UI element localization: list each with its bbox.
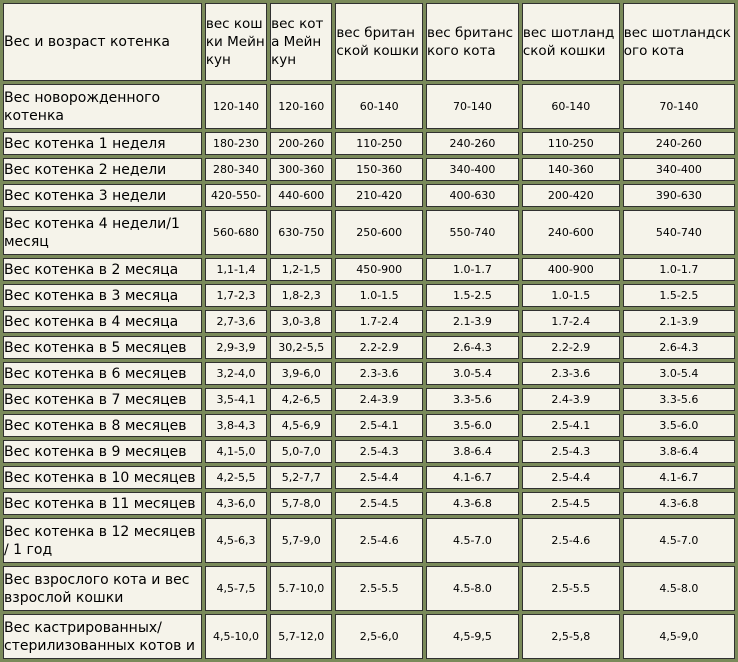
weight-cell: 4.5-7.0 (623, 518, 735, 563)
weight-cell: 2,7-3,6 (205, 310, 267, 333)
weight-cell: 630-750 (270, 210, 332, 255)
weight-cell: 3,2-4,0 (205, 362, 267, 385)
weight-cell: 2.3-3.6 (335, 362, 423, 385)
weight-cell: 2.6-4.3 (623, 336, 735, 359)
weight-cell: 4.5-7.0 (426, 518, 519, 563)
weight-cell: 4,5-6,9 (270, 414, 332, 437)
weight-cell: 3.5-6.0 (426, 414, 519, 437)
row-label: Вес котенка в 6 месяцев (3, 362, 202, 385)
row-label: Вес кастрированных/ стерилизованных котов и (3, 614, 202, 659)
weight-cell: 2,5-5,8 (522, 614, 620, 659)
table-row (3, 284, 735, 307)
weight-cell: 5,0-7,0 (270, 440, 332, 463)
weight-cell: 2.5-4.3 (335, 440, 423, 463)
weight-cell: 1,7-2,3 (205, 284, 267, 307)
weight-cell: 5,7-9,0 (270, 518, 332, 563)
weight-cell: 2,5-6,0 (335, 614, 423, 659)
weight-cell: 2.5-5.5 (522, 566, 620, 611)
weight-cell: 1.7-2.4 (335, 310, 423, 333)
column-header: вес шотландского кота (623, 3, 735, 81)
weight-cell: 5,2-7,7 (270, 466, 332, 489)
weight-cell: 1.5-2.5 (623, 284, 735, 307)
weight-cell: 4.5-8.0 (426, 566, 519, 611)
weight-cell: 4.5-8.0 (623, 566, 735, 611)
weight-cell: 3,5-4,1 (205, 388, 267, 411)
weight-cell: 2.5-4.4 (522, 466, 620, 489)
weight-cell: 30,2-5,5 (270, 336, 332, 359)
weight-cell: 1,1-1,4 (205, 258, 267, 281)
row-label: Вес котенка в 12 месяцев / 1 год (3, 518, 202, 563)
weight-cell: 2.1-3.9 (426, 310, 519, 333)
weight-cell: 2.2-2.9 (522, 336, 620, 359)
table-row (3, 184, 735, 207)
row-label: Вес котенка 4 недели/1 месяц (3, 210, 202, 255)
weight-cell: 1.0-1.5 (335, 284, 423, 307)
weight-cell: 4,5-10,0 (205, 614, 267, 659)
weight-cell: 200-260 (270, 132, 332, 155)
column-header: вес британского кота (426, 3, 519, 81)
row-label: Вес котенка в 10 месяцев (3, 466, 202, 489)
weight-cell: 2.6-4.3 (426, 336, 519, 359)
weight-cell: 2.5-4.3 (522, 440, 620, 463)
weight-cell: 2.5-4.5 (522, 492, 620, 515)
weight-cell: 1.0-1.7 (623, 258, 735, 281)
weight-cell: 4,2-5,5 (205, 466, 267, 489)
weight-cell: 60-140 (522, 84, 620, 129)
table-row (3, 158, 735, 181)
weight-cell: 4,5-9,0 (623, 614, 735, 659)
row-label: Вес котенка в 9 месяцев (3, 440, 202, 463)
table-row (3, 132, 735, 155)
weight-cell: 240-260 (623, 132, 735, 155)
weight-cell: 5.7-10,0 (270, 566, 332, 611)
column-header: вес шотландской кошки (522, 3, 620, 81)
row-label: Вес котенка в 11 месяцев (3, 492, 202, 515)
weight-cell: 2.4-3.9 (335, 388, 423, 411)
row-label: Вес котенка в 2 месяца (3, 258, 202, 281)
weight-cell: 3.8-6.4 (426, 440, 519, 463)
row-label: Вес котенка в 8 месяцев (3, 414, 202, 437)
table-row (3, 440, 735, 463)
weight-cell: 560-680 (205, 210, 267, 255)
table-row (3, 414, 735, 437)
weight-cell: 3.3-5.6 (623, 388, 735, 411)
weight-cell: 420-550- (205, 184, 267, 207)
weight-cell: 400-900 (522, 258, 620, 281)
weight-cell: 240-260 (426, 132, 519, 155)
weight-cell: 2.5-4.5 (335, 492, 423, 515)
weight-cell: 3,9-6,0 (270, 362, 332, 385)
weight-cell: 4,5-6,3 (205, 518, 267, 563)
row-label: Вес котенка в 7 месяцев (3, 388, 202, 411)
weight-cell: 340-400 (426, 158, 519, 181)
weight-cell: 4,5-7,5 (205, 566, 267, 611)
table-row (3, 362, 735, 385)
table-row (3, 310, 735, 333)
weight-cell: 2.1-3.9 (623, 310, 735, 333)
weight-cell: 120-140 (205, 84, 267, 129)
row-label: Вес новорожденного котенка (3, 84, 202, 129)
weight-cell: 2.5-5.5 (335, 566, 423, 611)
table-row (3, 492, 735, 515)
weight-cell: 3.8-6.4 (623, 440, 735, 463)
weight-cell: 2.5-4.6 (522, 518, 620, 563)
weight-cell: 5,7-12,0 (270, 614, 332, 659)
weight-cell: 3,8-4,3 (205, 414, 267, 437)
table-row (3, 614, 735, 659)
table-row (3, 566, 735, 611)
weight-cell: 3.0-5.4 (623, 362, 735, 385)
weight-cell: 440-600 (270, 184, 332, 207)
column-header: вес кошки Мейн кун (205, 3, 267, 81)
table-row (3, 336, 735, 359)
weight-cell: 4,1-5,0 (205, 440, 267, 463)
row-label: Вес котенка 3 недели (3, 184, 202, 207)
table-row (3, 466, 735, 489)
weight-cell: 140-360 (522, 158, 620, 181)
weight-cell: 2.5-4.6 (335, 518, 423, 563)
weight-cell: 3.0-5.4 (426, 362, 519, 385)
row-label: Вес котенка 1 неделя (3, 132, 202, 155)
weight-cell: 150-360 (335, 158, 423, 181)
weight-cell: 4,3-6,0 (205, 492, 267, 515)
table-row (3, 84, 735, 129)
weight-cell: 4.1-6.7 (623, 466, 735, 489)
table-row (3, 518, 735, 563)
row-label: Вес котенка в 3 месяца (3, 284, 202, 307)
row-label: Вес взрослого кота и вес взрослой кошки (3, 566, 202, 611)
weight-cell: 110-250 (522, 132, 620, 155)
weight-cell: 1.0-1.7 (426, 258, 519, 281)
weight-cell: 120-160 (270, 84, 332, 129)
weight-cell: 450-900 (335, 258, 423, 281)
weight-cell: 550-740 (426, 210, 519, 255)
weight-cell: 70-140 (426, 84, 519, 129)
weight-cell: 4.1-6.7 (426, 466, 519, 489)
weight-cell: 70-140 (623, 84, 735, 129)
row-label: Вес котенка в 4 месяца (3, 310, 202, 333)
corner-header: Вес и возраст котенка (3, 3, 202, 81)
weight-cell: 2.4-3.9 (522, 388, 620, 411)
weight-cell: 240-600 (522, 210, 620, 255)
table-row (3, 388, 735, 411)
column-header: вес кота Мейн кун (270, 3, 332, 81)
weight-cell: 4.3-6.8 (426, 492, 519, 515)
table-row (3, 258, 735, 281)
weight-cell: 2.2-2.9 (335, 336, 423, 359)
weight-cell: 4,2-6,5 (270, 388, 332, 411)
weight-cell: 1,8-2,3 (270, 284, 332, 307)
weight-cell: 200-420 (522, 184, 620, 207)
row-label: Вес котенка в 5 месяцев (3, 336, 202, 359)
weight-cell: 210-420 (335, 184, 423, 207)
weight-cell: 300-360 (270, 158, 332, 181)
weight-cell: 250-600 (335, 210, 423, 255)
weight-cell: 1,2-1,5 (270, 258, 332, 281)
row-label: Вес котенка 2 недели (3, 158, 202, 181)
weight-cell: 2,9-3,9 (205, 336, 267, 359)
weight-cell: 1.0-1.5 (522, 284, 620, 307)
weight-cell: 2.3-3.6 (522, 362, 620, 385)
weight-cell: 4,5-9,5 (426, 614, 519, 659)
weight-cell: 3.3-5.6 (426, 388, 519, 411)
header-row (3, 3, 735, 81)
weight-cell: 4.3-6.8 (623, 492, 735, 515)
weight-cell: 400-630 (426, 184, 519, 207)
column-header: вес британской кошки (335, 3, 423, 81)
weight-cell: 2.5-4.1 (335, 414, 423, 437)
table-row (3, 210, 735, 255)
weight-cell: 5,7-8,0 (270, 492, 332, 515)
weight-cell: 180-230 (205, 132, 267, 155)
weight-cell: 110-250 (335, 132, 423, 155)
weight-cell: 60-140 (335, 84, 423, 129)
weight-cell: 1.5-2.5 (426, 284, 519, 307)
weight-cell: 340-400 (623, 158, 735, 181)
weight-cell: 540-740 (623, 210, 735, 255)
weight-cell: 3.5-6.0 (623, 414, 735, 437)
weight-cell: 1.7-2.4 (522, 310, 620, 333)
weight-cell: 390-630 (623, 184, 735, 207)
weight-cell: 2.5-4.1 (522, 414, 620, 437)
weight-cell: 280-340 (205, 158, 267, 181)
weight-cell: 2.5-4.4 (335, 466, 423, 489)
weight-cell: 3,0-3,8 (270, 310, 332, 333)
